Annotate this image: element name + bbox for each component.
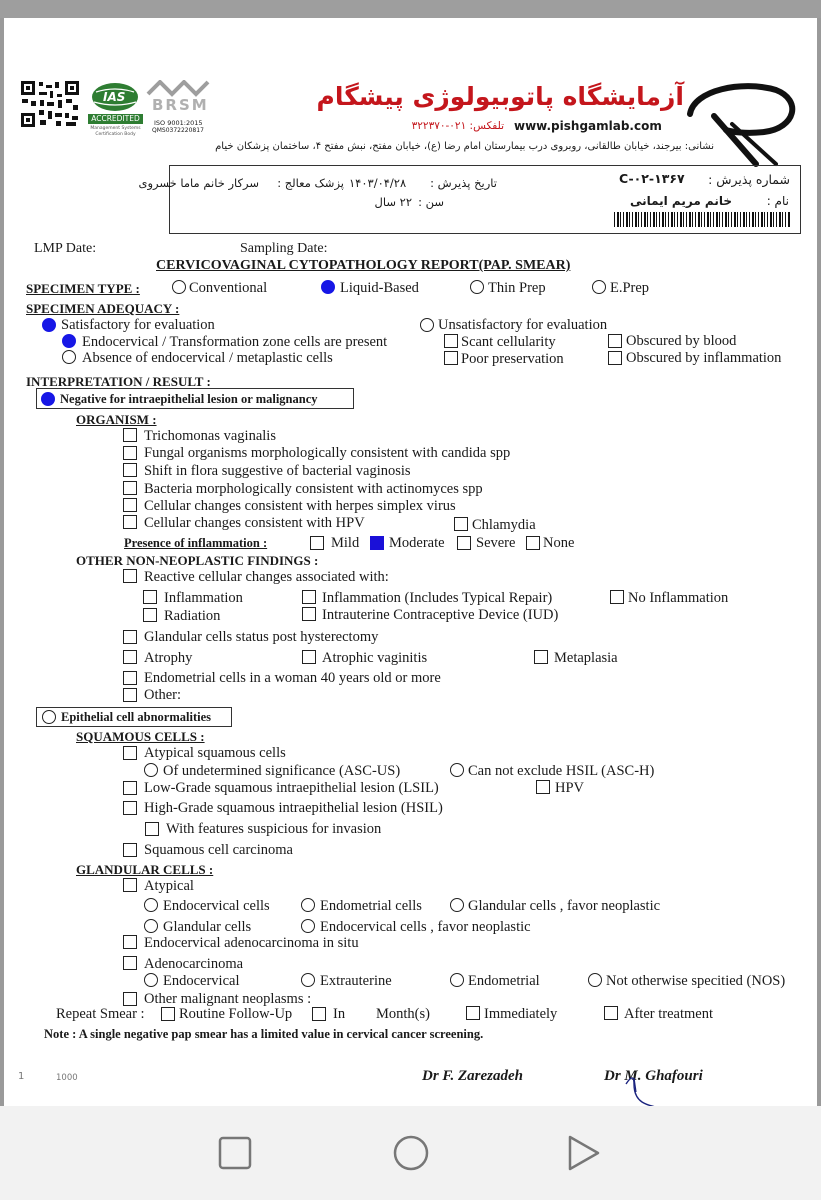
atrophy-label: Atrophy <box>144 650 193 666</box>
checkbox-herpes[interactable] <box>123 498 137 512</box>
checkbox-chlamydia[interactable] <box>454 517 468 531</box>
radio-adeno-extrauterine[interactable] <box>301 973 315 987</box>
obscured-inflammation-label: Obscured by inflammation <box>626 350 782 366</box>
checkbox-inflammation[interactable] <box>143 590 157 604</box>
checkbox-moderate[interactable] <box>370 536 384 550</box>
document-page <box>4 18 817 1106</box>
footer-code: 1000 <box>56 1073 78 1083</box>
page-number: 1 <box>18 1071 25 1082</box>
radio-adeno-nos[interactable] <box>588 973 602 987</box>
website: www.pishgamlab.com <box>514 119 662 133</box>
hpv-label: HPV <box>555 780 585 796</box>
adenocarcinoma-label: Adenocarcinoma <box>144 956 244 972</box>
checkbox-bacterial-vaginosis[interactable] <box>123 463 137 477</box>
checkbox-other-malignant[interactable] <box>123 992 137 1006</box>
lab-name: آزمایشگاه پاتوبیولوژی پیشگام <box>316 82 684 111</box>
other-label: Other: <box>144 687 182 703</box>
none-label: None <box>543 535 575 551</box>
glandular-label: GLANDULAR CELLS : <box>76 862 214 877</box>
checkbox-glandular-post[interactable] <box>123 630 137 644</box>
checkbox-routine[interactable] <box>161 1007 175 1021</box>
checkbox-mild[interactable] <box>310 536 324 550</box>
radio-endometrial-cells[interactable] <box>301 898 315 912</box>
radio-asc-h[interactable] <box>450 763 464 777</box>
checkbox-endometrial-40[interactable] <box>123 671 137 685</box>
other-malignant-label: Other malignant neoplasms : <box>144 991 312 1007</box>
checkbox-candida[interactable] <box>123 446 137 460</box>
non-neoplastic-label: OTHER NON-NEOPLASTIC FINDINGS : <box>76 553 319 568</box>
endometrial-40-label: Endometrial cells in a woman 40 years old or more <box>144 670 441 686</box>
accredited-badge: ACCREDITED <box>88 114 143 124</box>
radio-conventional[interactable] <box>172 280 186 294</box>
organism-item: Bacteria morphologically consistent with actinomyces spp <box>144 481 483 497</box>
obscured-blood-label: Obscured by blood <box>626 333 737 349</box>
checkbox-reactive[interactable] <box>123 569 137 583</box>
severe-label: Severe <box>476 535 516 551</box>
mild-label: Mild <box>331 535 360 551</box>
checkbox-none[interactable] <box>526 536 540 550</box>
inflammation-label: Presence of inflammation : <box>124 536 268 550</box>
lsil-label: Low-Grade squamous intraepithelial lesion (LSIL) <box>144 780 439 796</box>
negative-label: Negative for intraepithelial lesion or malignancy <box>60 392 318 406</box>
organism-item: Cellular changes consistent with herpes simplex virus <box>144 498 456 514</box>
adeno-endocervical-label: Endocervical <box>163 973 240 989</box>
checkbox-severe[interactable] <box>457 536 471 550</box>
accreditation-caption: Management Systems Certification Body <box>90 126 141 137</box>
radio-thin-prep[interactable] <box>470 280 484 294</box>
iso-code: QMS0372220817 <box>152 127 204 134</box>
checkbox-lsil[interactable] <box>123 781 137 795</box>
radio-glandular-cells[interactable] <box>144 919 158 933</box>
glandular-favor-label: Glandular cells , favor neoplastic <box>468 898 661 914</box>
back-button[interactable] <box>566 1134 602 1172</box>
qr-code-icon <box>20 80 80 128</box>
inflammation-repair-label: Inflammation (Includes Typical Repair) <box>322 590 553 606</box>
no-inflammation-label: No Inflammation <box>628 590 729 606</box>
checkbox-iud[interactable] <box>302 607 316 621</box>
checkbox-after-treatment[interactable] <box>604 1006 618 1020</box>
adeno-extrauterine-label: Extrauterine <box>320 973 392 989</box>
iud-label: Intrauterine Contraceptive Device (IUD) <box>322 607 559 623</box>
immediately-label: Immediately <box>484 1006 558 1022</box>
endocervical-absent-label: Absence of endocervical / metaplastic cells <box>82 350 333 366</box>
recents-button[interactable] <box>218 1136 252 1170</box>
asc-h-label: Can not exclude HSIL (ASC-H) <box>468 763 655 779</box>
radio-adeno-endocervical[interactable] <box>144 973 158 987</box>
specimen-type-label: SPECIMEN TYPE : <box>26 281 140 296</box>
checkbox-immediately[interactable] <box>466 1006 480 1020</box>
in-label: In <box>333 1006 346 1022</box>
organism-item: Trichomonas vaginalis <box>144 428 276 444</box>
interpretation-label: INTERPRETATION / RESULT : <box>26 374 211 389</box>
checkbox-adenocarcinoma[interactable] <box>123 956 137 970</box>
radio-endocervical-cells[interactable] <box>144 898 158 912</box>
routine-label: Routine Follow-Up <box>179 1006 293 1022</box>
satisfactory-label: Satisfactory for evaluation <box>61 317 215 333</box>
radio-negative[interactable] <box>41 392 55 406</box>
specimen-adequacy-label: SPECIMEN ADEQUACY : <box>26 301 180 316</box>
chlamydia-label: Chlamydia <box>472 517 536 533</box>
atypical-squamous-label: Atypical squamous cells <box>144 745 286 761</box>
checkbox-other[interactable] <box>123 688 137 702</box>
admission-date-label: تاریخ پذیرش : <box>430 176 497 190</box>
moderate-label: Moderate <box>389 535 445 551</box>
report-title: CERVICOVAGINAL CYTOPATHOLOGY REPORT(PAP. SMEAR) <box>156 258 571 273</box>
scc-label: Squamous cell carcinoma <box>144 842 293 858</box>
patient-name: خانم مریم ایمانی <box>629 194 732 208</box>
radio-glandular-favor[interactable] <box>450 898 464 912</box>
note: Note : A single negative pap smear has a limited value in cervical cancer screening. <box>44 1027 484 1041</box>
age-label: سن : <box>418 195 444 209</box>
squamous-label: SQUAMOUS CELLS : <box>76 729 205 744</box>
doctor1-signature-name: Dr F. Zarezadeh <box>422 1068 523 1084</box>
after-treatment-label: After treatment <box>624 1006 713 1022</box>
radio-unsatisfactory[interactable] <box>420 318 434 332</box>
status-bar <box>0 0 821 18</box>
admission-number: C-۰۲-۱۳۶۷ <box>619 171 685 186</box>
checkbox-actinomyces[interactable] <box>123 481 137 495</box>
checkbox-hpv[interactable] <box>536 780 550 794</box>
radio-epithelial[interactable] <box>42 710 56 724</box>
metaplasia-label: Metaplasia <box>554 650 618 666</box>
checkbox-inflammation-repair[interactable] <box>302 590 316 604</box>
option-conventional: Conventional <box>189 280 268 296</box>
organism-item: Cellular changes consistent with HPV <box>144 515 365 531</box>
adeno-endometrial-label: Endometrial <box>468 973 540 989</box>
glandular-post-label: Glandular cells status post hysterectomy <box>144 629 379 645</box>
checkbox-metaplasia[interactable] <box>534 650 548 664</box>
option-e-prep: E.Prep <box>610 280 650 296</box>
doctor-label: پزشک معالج : <box>277 176 344 190</box>
months-label: Month(s) <box>376 1006 430 1022</box>
repeat-label: Repeat Smear : <box>56 1006 145 1022</box>
checkbox-scant-cellularity[interactable] <box>444 334 458 348</box>
radio-endocervical-present[interactable] <box>62 334 76 348</box>
radio-e-prep[interactable] <box>592 280 606 294</box>
home-button[interactable] <box>392 1134 430 1172</box>
option-thin-prep: Thin Prep <box>488 280 546 296</box>
endocervical-favor-label: Endocervical cells , favor neoplastic <box>320 919 531 935</box>
checkbox-radiation[interactable] <box>143 608 157 622</box>
adeno-nos-label: Not otherwise specitied (NOS) <box>606 973 786 989</box>
option-liquid-based: Liquid-Based <box>340 280 419 296</box>
checkbox-obscured-blood[interactable] <box>608 334 622 348</box>
radio-satisfactory[interactable] <box>42 318 56 332</box>
signature-mark-icon <box>616 1058 668 1106</box>
checkbox-atypical-squamous[interactable] <box>123 746 137 760</box>
sampling-label: Sampling Date: <box>240 241 328 256</box>
ias-label: IAS <box>103 90 126 104</box>
checkbox-atrophy[interactable] <box>123 650 137 664</box>
unsatisfactory-label: Unsatisfactory for evaluation <box>438 317 608 333</box>
organism-item: Fungal organisms morphologically consistent with candida spp <box>144 445 511 461</box>
checkbox-trichomonas[interactable] <box>123 428 137 442</box>
checkbox-no-inflammation[interactable] <box>610 590 624 604</box>
admission-label: شماره پذیرش : <box>708 172 790 187</box>
glandular-cells-label: Glandular cells <box>163 919 252 935</box>
epithelial-label: Epithelial cell abnormalities <box>61 710 211 724</box>
doctor2-signature-name: Dr M. Ghafouri <box>604 1068 703 1084</box>
brsm-label: BRSM <box>152 96 209 114</box>
reactive-label: Reactive cellular changes associated with: <box>144 569 389 585</box>
endometrial-cells-label: Endometrial cells <box>320 898 422 914</box>
adeno-in-situ-label: Endocervical adenocarcinoma in situ <box>144 935 359 951</box>
checkbox-hsil[interactable] <box>123 801 137 815</box>
doctor-name: سرکار خانم ماما خسروی <box>138 176 259 190</box>
inflammation-option: Inflammation <box>164 590 243 606</box>
checkbox-hpv-changes[interactable] <box>123 515 137 529</box>
hsil-label: High-Grade squamous intraepithelial lesion (HSIL) <box>144 800 443 816</box>
radio-endocervical-favor[interactable] <box>301 919 315 933</box>
checkbox-invasion[interactable] <box>145 822 159 836</box>
age-value: ۲۲ سال <box>374 195 412 209</box>
checkbox-in[interactable] <box>312 1007 326 1021</box>
iso-label: ISO 9001:2015 <box>154 119 203 127</box>
checkbox-poor-preservation[interactable] <box>444 351 458 365</box>
phone: تلفکس: ۰۲۱-۳۲۲۳۷۰ <box>411 120 504 132</box>
atrophic-vaginitis-label: Atrophic vaginitis <box>322 650 428 666</box>
checkbox-obscured-inflammation[interactable] <box>608 351 622 365</box>
navigation-bar <box>0 1106 821 1200</box>
radio-endocervical-absent[interactable] <box>62 350 76 364</box>
ias-logo <box>90 82 140 112</box>
name-label: نام : <box>766 194 789 208</box>
checkbox-atrophic-vaginitis[interactable] <box>302 650 316 664</box>
barcode <box>614 212 790 227</box>
endocervical-present-label: Endocervical / Transformation zone cells are present <box>82 334 388 350</box>
checkbox-adeno-in-situ[interactable] <box>123 935 137 949</box>
invasion-label: With features suspicious for invasion <box>166 821 382 837</box>
scant-label: Scant cellularity <box>461 334 556 350</box>
lmp-label: LMP Date: <box>34 241 97 256</box>
checkbox-scc[interactable] <box>123 843 137 857</box>
radio-liquid-based[interactable] <box>321 280 335 294</box>
checkbox-atypical[interactable] <box>123 878 137 892</box>
radiation-label: Radiation <box>164 608 221 624</box>
endocervical-cells-label: Endocervical cells <box>163 898 270 914</box>
organism-item: Shift in flora suggestive of bacterial vaginosis <box>144 463 411 479</box>
address: نشانی: بیرجند، خیابان طالقانی، روبروی درب بیمارستان امام رضا (ع)، خیابان مفتح، نبش مفتح ۴، ساختمان پزشکان خیام <box>215 141 714 152</box>
radio-asc-us[interactable] <box>144 763 158 777</box>
admission-date: ۱۴۰۳/۰۴/۲۸ <box>349 176 407 190</box>
asc-us-label: Of undetermined significance (ASC-US) <box>163 763 401 779</box>
atypical-label: Atypical <box>144 878 194 894</box>
radio-adeno-endometrial[interactable] <box>450 973 464 987</box>
organism-label: ORGANISM : <box>76 412 157 427</box>
poor-label: Poor preservation <box>461 351 564 367</box>
